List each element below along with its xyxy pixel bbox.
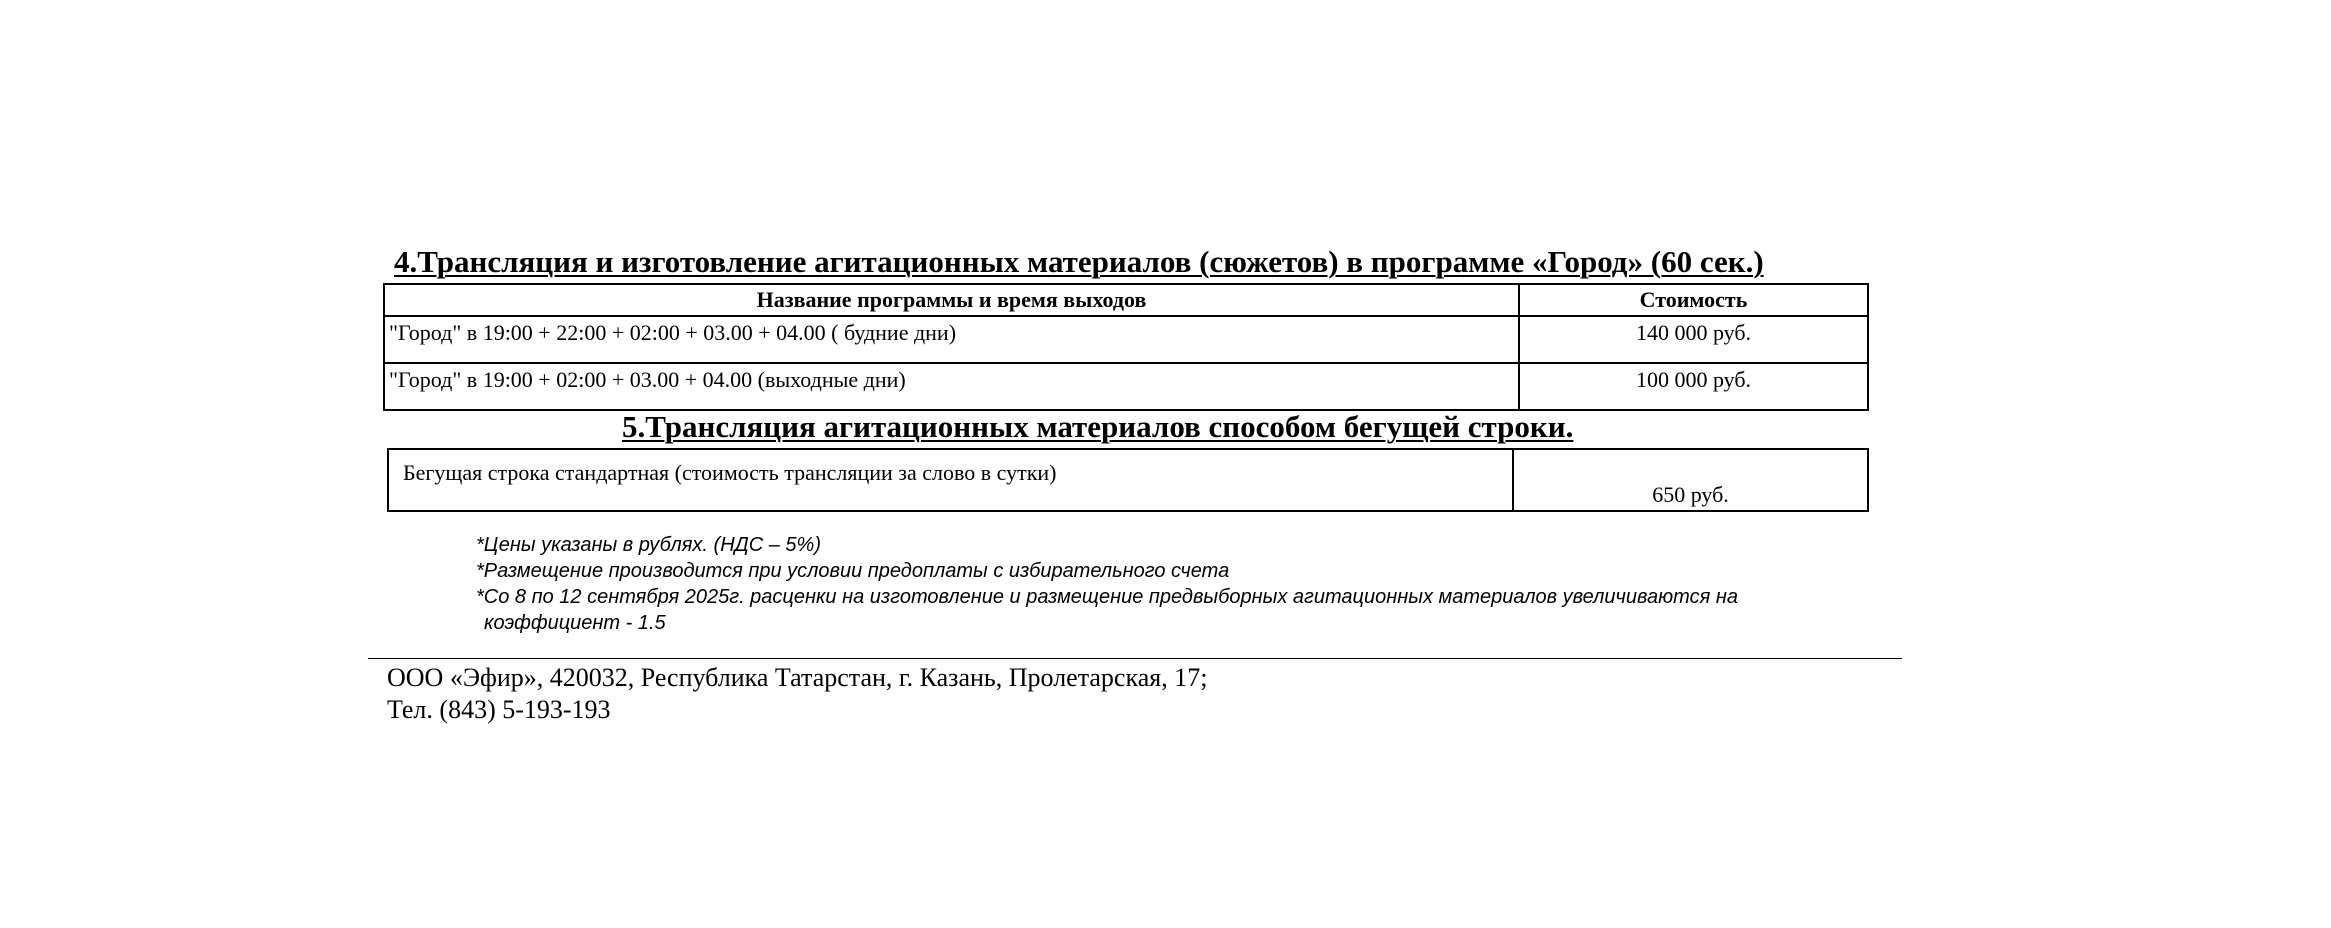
column-header-cost: Стоимость	[1519, 284, 1868, 316]
section-4-title: 4.Трансляция и изготовление агитационных материалов (сюжетов) в программе «Город» (60 сек.)	[394, 244, 1764, 279]
ticker-price-table	[387, 448, 1869, 512]
table-row	[388, 449, 1868, 511]
price-cell: 100 000 руб.	[1519, 363, 1868, 410]
price-cell: 650 руб.	[1513, 449, 1868, 511]
table-header-row	[384, 284, 1868, 316]
note-prepayment: *Размещение производится при условии предоплаты с избирательного счета	[476, 560, 1230, 582]
footer-divider	[368, 658, 1902, 659]
table-row	[384, 363, 1868, 410]
broadcast-price-table	[383, 283, 1869, 411]
price-cell: 140 000 руб.	[1519, 316, 1868, 363]
ticker-description-cell: Бегущая строка стандартная (стоимость трансляции за слово в сутки)	[388, 449, 1513, 511]
program-name-cell: "Город" в 19:00 + 22:00 + 02:00 + 03.00 + 04.00 ( будние дни)	[384, 316, 1519, 363]
column-header-program: Название программы и время выходов	[384, 284, 1519, 316]
note-price-increase: *Со 8 по 12 сентября 2025г. расценки на изготовление и размещение предвыборных агитационных материалов увеличиваются на	[476, 586, 1738, 608]
note-coefficient: коэффициент - 1.5	[484, 612, 666, 634]
footer-address: ООО «Эфир», 420032, Республика Татарстан, г. Казань, Пролетарская, 17;	[387, 663, 1208, 692]
section-5-title: 5.Трансляция агитационных материалов способом бегущей строки.	[622, 409, 1574, 444]
program-name-cell: "Город" в 19:00 + 02:00 + 03.00 + 04.00 (выходные дни)	[384, 363, 1519, 410]
note-vat: *Цены указаны в рублях. (НДС – 5%)	[476, 534, 821, 556]
footer-phone: Тел. (843) 5-193-193	[387, 695, 611, 724]
table-row	[384, 316, 1868, 363]
